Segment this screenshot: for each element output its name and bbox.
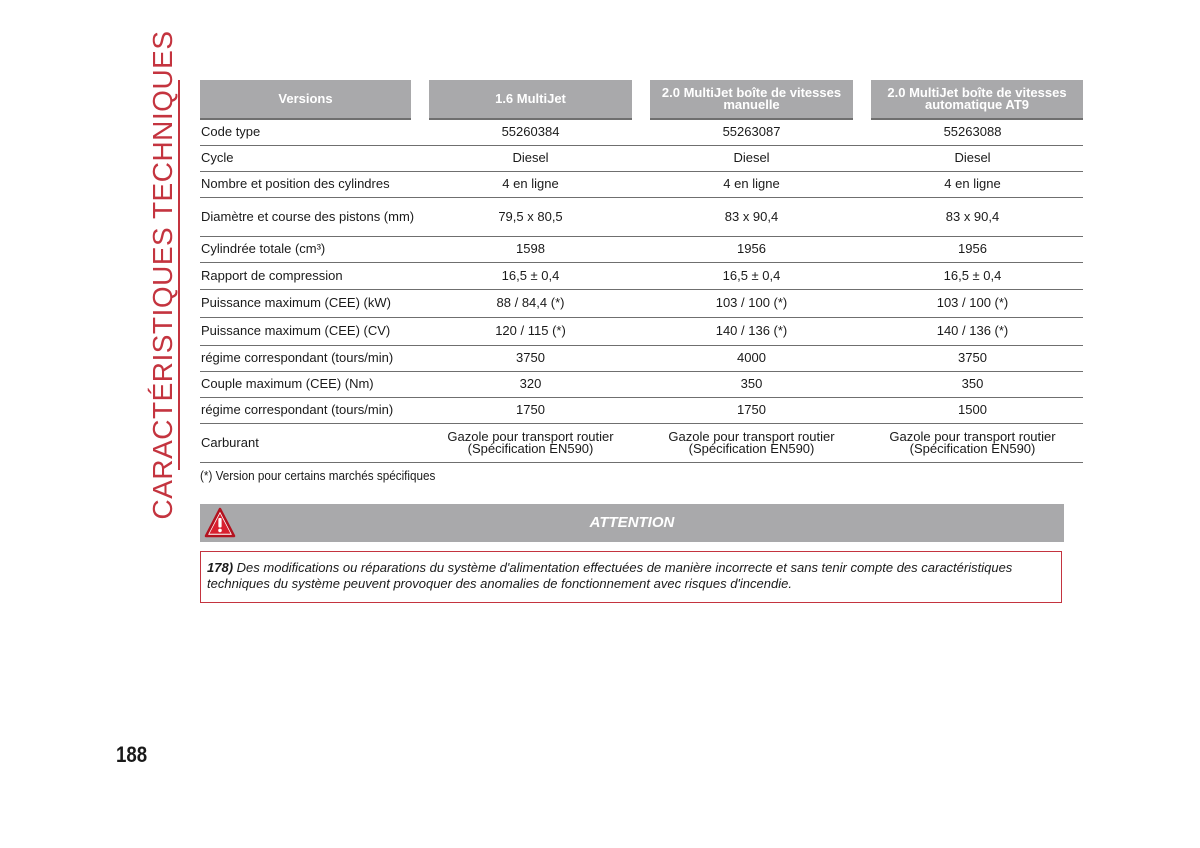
table-row	[200, 345, 1083, 371]
cell-value: 1598	[420, 236, 641, 262]
table-row	[200, 236, 1083, 262]
cell-value: 4 en ligne	[862, 171, 1083, 197]
cell-value: 320	[420, 371, 641, 397]
cell-value: Gazole pour transport routier (Spécification EN590)	[862, 423, 1083, 462]
cell-value: 83 x 90,4	[641, 197, 862, 236]
row-label: régime correspondant (tours/min)	[200, 345, 420, 371]
row-label: Code type	[200, 119, 420, 145]
cell-value: 4 en ligne	[420, 171, 641, 197]
cell-value: 3750	[420, 345, 641, 371]
row-label: Puissance maximum (CEE) (CV)	[200, 317, 420, 345]
chapter-rule	[178, 80, 180, 470]
specifications-table	[200, 80, 1083, 463]
warning-reference: 178)	[207, 560, 234, 575]
row-label: Diamètre et course des pistons (mm)	[200, 197, 420, 236]
cell-value: 1956	[862, 236, 1083, 262]
cell-value: 83 x 90,4	[862, 197, 1083, 236]
cell-value: 16,5 ± 0,4	[641, 262, 862, 289]
cell-value: 1956	[641, 236, 862, 262]
cell-value: 1750	[641, 397, 862, 423]
cell-value: 55260384	[420, 119, 641, 145]
cell-value: Diesel	[641, 145, 862, 171]
cell-value: 3750	[862, 345, 1083, 371]
cell-value: 140 / 136 (*)	[862, 317, 1083, 345]
chapter-title: CARACTÉRISTIQUES TECHNIQUES	[147, 30, 178, 520]
table-row	[200, 371, 1083, 397]
row-label: Nombre et position des cylindres	[200, 171, 420, 197]
table-row	[200, 119, 1083, 145]
row-label: Couple maximum (CEE) (Nm)	[200, 371, 420, 397]
table-header-row	[200, 80, 1083, 119]
attention-banner	[200, 504, 1064, 542]
table-footnote: (*) Version pour certains marchés spécifiques	[200, 468, 436, 483]
header-version-3: 2.0 MultiJet boîte de vitesses automatique AT9	[862, 80, 1083, 119]
cell-value: 88 / 84,4 (*)	[420, 289, 641, 317]
row-label: Cylindrée totale (cm³)	[200, 236, 420, 262]
cell-value: 103 / 100 (*)	[641, 289, 862, 317]
cell-value: 55263088	[862, 119, 1083, 145]
cell-value: 1500	[862, 397, 1083, 423]
cell-value: 16,5 ± 0,4	[420, 262, 641, 289]
header-version-2: 2.0 MultiJet boîte de vitesses manuelle	[641, 80, 862, 119]
row-label: Rapport de compression	[200, 262, 420, 289]
table-row	[200, 145, 1083, 171]
cell-value: 1750	[420, 397, 641, 423]
header-version-1: 1.6 MultiJet	[420, 80, 641, 119]
cell-value: 79,5 x 80,5	[420, 197, 641, 236]
table-row	[200, 317, 1083, 345]
table-row	[200, 262, 1083, 289]
cell-value: 55263087	[641, 119, 862, 145]
cell-value: 350	[641, 371, 862, 397]
page-number: 188	[116, 742, 148, 767]
cell-value: Diesel	[862, 145, 1083, 171]
cell-value: Diesel	[420, 145, 641, 171]
cell-value: 16,5 ± 0,4	[862, 262, 1083, 289]
table-row	[200, 397, 1083, 423]
cell-value: 103 / 100 (*)	[862, 289, 1083, 317]
row-label: Carburant	[200, 423, 420, 462]
row-label: régime correspondant (tours/min)	[200, 397, 420, 423]
attention-title: ATTENTION	[589, 514, 675, 531]
header-versions: Versions	[200, 80, 420, 119]
warning-text-box	[200, 551, 1062, 603]
cell-value: Gazole pour transport routier (Spécification EN590)	[420, 423, 641, 462]
cell-value: 120 / 115 (*)	[420, 317, 641, 345]
table-row	[200, 197, 1083, 236]
cell-value: Gazole pour transport routier (Spécification EN590)	[641, 423, 862, 462]
cell-value: 140 / 136 (*)	[641, 317, 862, 345]
table-row	[200, 423, 1083, 462]
cell-value: 4 en ligne	[641, 171, 862, 197]
table-row	[200, 289, 1083, 317]
cell-value: 350	[862, 371, 1083, 397]
row-label: Cycle	[200, 145, 420, 171]
warning-text: Des modifications ou réparations du système d'alimentation effectuées de manière incorrecte et sans tenir compte des caractéristiques techniques du système peuvent provoquer des anomalies de fonctionnement avec risques d'incendie.	[207, 560, 1013, 591]
table-row	[200, 171, 1083, 197]
row-label: Puissance maximum (CEE) (kW)	[200, 289, 420, 317]
cell-value: 4000	[641, 345, 862, 371]
